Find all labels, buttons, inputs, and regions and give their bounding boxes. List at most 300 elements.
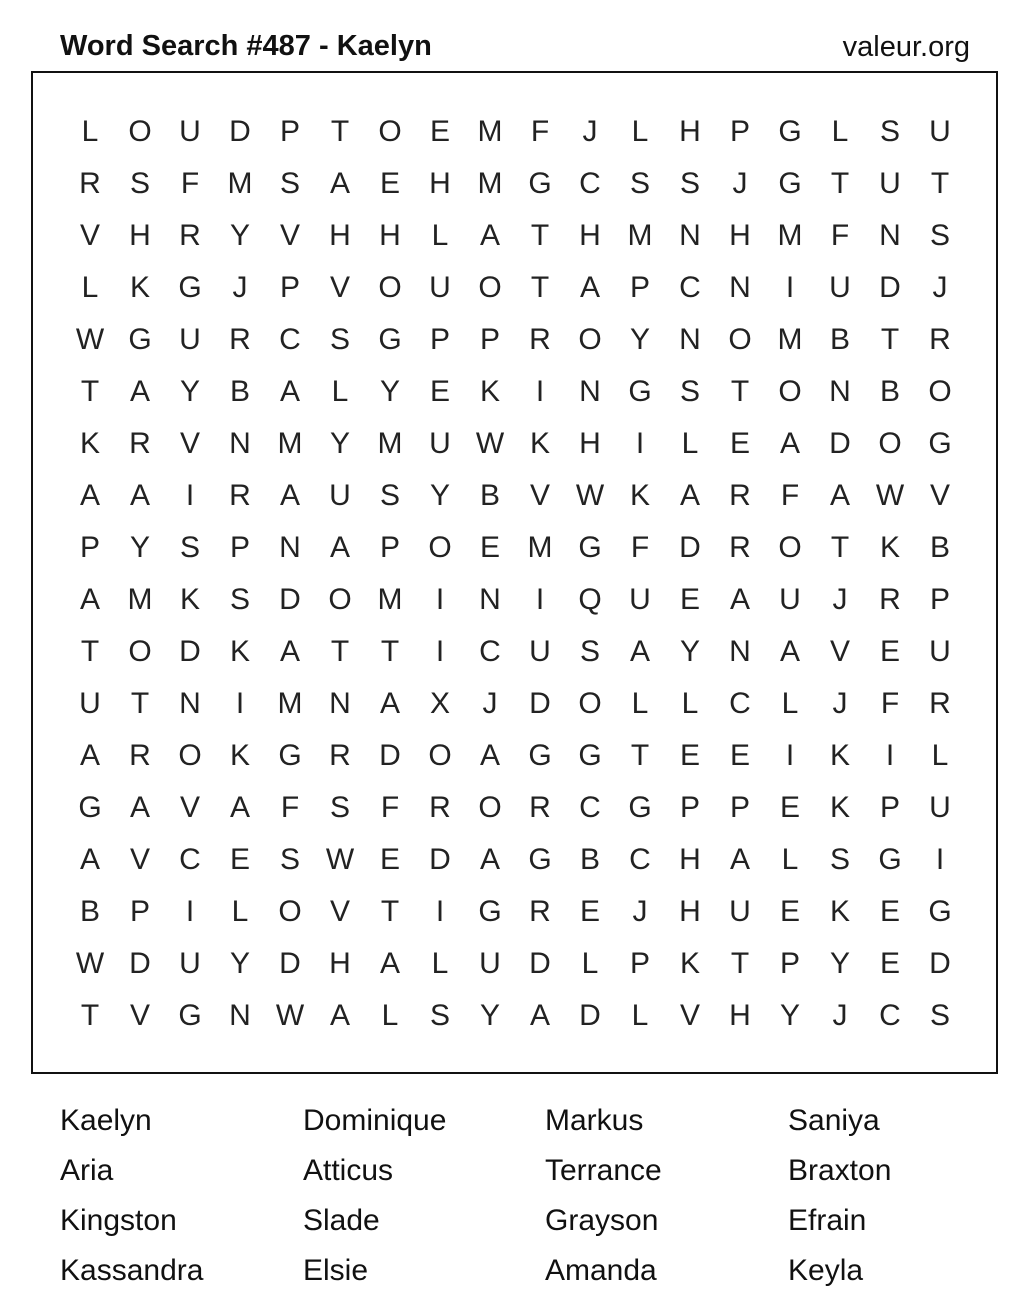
grid-letter: S xyxy=(829,843,850,876)
grid-letter: C xyxy=(279,323,301,356)
word-list-item: Elsie xyxy=(303,1254,369,1287)
grid-letter: D xyxy=(829,427,851,460)
grid-letter: G xyxy=(928,895,952,928)
grid-letter: D xyxy=(929,947,951,980)
grid-letter: W xyxy=(875,479,905,512)
grid-letter: P xyxy=(429,323,450,356)
grid-letter: W xyxy=(75,947,105,980)
grid-letter: D xyxy=(529,687,551,720)
grid-letter: J xyxy=(832,583,848,616)
grid-letter: O xyxy=(478,271,502,304)
grid-letter: U xyxy=(179,323,201,356)
grid-letter: C xyxy=(729,687,751,720)
grid-letter: O xyxy=(428,739,452,772)
grid-letter: J xyxy=(932,271,948,304)
grid-letter: A xyxy=(579,271,600,304)
puzzle-grid-box xyxy=(31,71,998,1074)
grid-letter: U xyxy=(529,635,551,668)
grid-letter: L xyxy=(631,999,649,1032)
grid-letter: L xyxy=(231,895,249,928)
grid-letter: T xyxy=(630,739,650,772)
word-list-item: Atticus xyxy=(303,1154,394,1187)
grid-letter: N xyxy=(179,687,201,720)
grid-letter: A xyxy=(229,791,250,824)
grid-letter: I xyxy=(435,895,445,928)
grid-letter: J xyxy=(482,687,498,720)
grid-letter: Y xyxy=(679,635,700,668)
grid-letter: G xyxy=(528,843,552,876)
grid-letter: H xyxy=(579,427,601,460)
grid-letter: A xyxy=(779,427,800,460)
grid-letter: S xyxy=(629,167,650,200)
grid-letter: Y xyxy=(779,999,800,1032)
grid-letter: T xyxy=(730,947,750,980)
grid-letter: Y xyxy=(329,427,350,460)
grid-letter: J xyxy=(832,999,848,1032)
grid-letter: J xyxy=(232,271,248,304)
grid-letter: P xyxy=(729,791,750,824)
grid-letter: L xyxy=(681,427,699,460)
grid-letter: U xyxy=(479,947,501,980)
grid-letter: D xyxy=(179,635,201,668)
grid-letter: R xyxy=(529,895,551,928)
grid-letter: S xyxy=(379,479,400,512)
grid-letter: G xyxy=(628,791,652,824)
grid-letter: P xyxy=(379,531,400,564)
grid-letter: K xyxy=(529,427,550,460)
grid-letter: A xyxy=(529,999,550,1032)
word-list-item: Slade xyxy=(303,1204,380,1237)
grid-letter: V xyxy=(279,219,300,252)
grid-letter: A xyxy=(279,635,300,668)
grid-letter: V xyxy=(829,635,850,668)
grid-letter: R xyxy=(229,323,251,356)
grid-letter: U xyxy=(429,427,451,460)
grid-letter: F xyxy=(380,791,400,824)
grid-letter: L xyxy=(81,271,99,304)
grid-letter: B xyxy=(229,375,250,408)
grid-letter: U xyxy=(429,271,451,304)
grid-letter: U xyxy=(929,115,951,148)
grid-letter: P xyxy=(279,271,300,304)
grid-letter: G xyxy=(628,375,652,408)
grid-letter: K xyxy=(79,427,100,460)
grid-letter: A xyxy=(129,375,150,408)
grid-letter: K xyxy=(679,947,700,980)
grid-letter: I xyxy=(885,739,895,772)
grid-letter: E xyxy=(379,167,400,200)
grid-letter: T xyxy=(80,999,100,1032)
grid-letter: O xyxy=(778,375,802,408)
word-list xyxy=(60,1096,1030,1306)
grid-letter: I xyxy=(185,479,195,512)
grid-letter: L xyxy=(681,687,699,720)
grid-letter: A xyxy=(329,531,350,564)
grid-letter: M xyxy=(777,323,803,356)
grid-letter: J xyxy=(832,687,848,720)
grid-letter: V xyxy=(329,271,350,304)
grid-letter: M xyxy=(127,583,153,616)
grid-letter: M xyxy=(777,219,803,252)
grid-letter: G xyxy=(528,739,552,772)
grid-letter: I xyxy=(435,583,445,616)
grid-letter: S xyxy=(229,583,250,616)
grid-letter: S xyxy=(279,167,300,200)
grid-letter: S xyxy=(579,635,600,668)
grid-letter: B xyxy=(829,323,850,356)
grid-letter: E xyxy=(779,791,800,824)
grid-letter: J xyxy=(732,167,748,200)
grid-letter: M xyxy=(377,583,403,616)
grid-letter: R xyxy=(929,323,951,356)
grid-letter: N xyxy=(579,375,601,408)
grid-letter: G xyxy=(778,167,802,200)
grid-letter: L xyxy=(781,843,799,876)
grid-letter: E xyxy=(729,739,750,772)
grid-letter: T xyxy=(830,531,850,564)
word-list-item: Terrance xyxy=(545,1154,662,1187)
grid-letter: G xyxy=(578,739,602,772)
grid-letter: A xyxy=(379,687,400,720)
grid-letter: N xyxy=(829,375,851,408)
grid-letter: A xyxy=(379,947,400,980)
grid-letter: Y xyxy=(229,947,250,980)
grid-letter: R xyxy=(729,531,751,564)
grid-letter: Y xyxy=(479,999,500,1032)
grid-letter: L xyxy=(331,375,349,408)
grid-letter: K xyxy=(479,375,500,408)
grid-letter: T xyxy=(380,635,400,668)
grid-letter: D xyxy=(229,115,251,148)
grid-letter: N xyxy=(229,999,251,1032)
grid-letter: R xyxy=(529,791,551,824)
grid-letter: C xyxy=(679,271,701,304)
grid-letter: U xyxy=(929,635,951,668)
grid-letter: V xyxy=(179,791,200,824)
grid-letter: W xyxy=(575,479,605,512)
grid-letter: K xyxy=(129,271,150,304)
grid-letter: F xyxy=(530,115,550,148)
grid-letter: E xyxy=(879,635,900,668)
grid-letter: A xyxy=(329,167,350,200)
grid-letter: T xyxy=(330,635,350,668)
grid-letter: U xyxy=(879,167,901,200)
grid-letter: S xyxy=(329,323,350,356)
grid-letter: W xyxy=(475,427,505,460)
grid-letter: D xyxy=(279,947,301,980)
grid-letter: F xyxy=(780,479,800,512)
grid-letter: C xyxy=(179,843,201,876)
grid-letter: A xyxy=(829,479,850,512)
grid-letter: N xyxy=(679,219,701,252)
grid-letter: U xyxy=(179,947,201,980)
grid-letter: K xyxy=(829,791,850,824)
grid-letter: H xyxy=(129,219,151,252)
grid-letter: P xyxy=(879,791,900,824)
word-list-item: Braxton xyxy=(788,1154,892,1187)
grid-letter: P xyxy=(229,531,250,564)
grid-letter: R xyxy=(529,323,551,356)
grid-letter: I xyxy=(785,271,795,304)
grid-letter: O xyxy=(128,115,152,148)
grid-letter: U xyxy=(729,895,751,928)
grid-letter: N xyxy=(479,583,501,616)
letter-grid xyxy=(33,73,996,1072)
grid-letter: F xyxy=(180,167,200,200)
grid-letter: E xyxy=(679,739,700,772)
word-list-item: Saniya xyxy=(788,1104,880,1137)
grid-letter: S xyxy=(129,167,150,200)
grid-letter: I xyxy=(785,739,795,772)
grid-letter: V xyxy=(529,479,550,512)
grid-letter: N xyxy=(729,635,751,668)
grid-letter: G xyxy=(778,115,802,148)
grid-letter: M xyxy=(527,531,553,564)
grid-letter: N xyxy=(279,531,301,564)
grid-letter: V xyxy=(329,895,350,928)
word-list-item: Efrain xyxy=(788,1204,867,1237)
grid-letter: E xyxy=(429,115,450,148)
grid-letter: A xyxy=(729,843,750,876)
grid-letter: T xyxy=(530,219,550,252)
grid-letter: P xyxy=(79,531,100,564)
grid-letter: D xyxy=(279,583,301,616)
grid-letter: U xyxy=(779,583,801,616)
grid-letter: G xyxy=(478,895,502,928)
grid-letter: X xyxy=(429,687,450,720)
grid-letter: K xyxy=(629,479,650,512)
grid-letter: Y xyxy=(429,479,450,512)
grid-letter: M xyxy=(477,167,503,200)
grid-letter: E xyxy=(379,843,400,876)
grid-letter: K xyxy=(179,583,200,616)
grid-letter: A xyxy=(479,843,500,876)
grid-letter: I xyxy=(535,583,545,616)
grid-letter: L xyxy=(381,999,399,1032)
grid-letter: D xyxy=(879,271,901,304)
grid-letter: B xyxy=(929,531,950,564)
grid-letter: S xyxy=(179,531,200,564)
grid-letter: P xyxy=(679,791,700,824)
grid-letter: O xyxy=(578,687,602,720)
word-list-item: Kingston xyxy=(60,1204,177,1237)
grid-letter: A xyxy=(279,479,300,512)
grid-letter: R xyxy=(79,167,101,200)
grid-letter: W xyxy=(275,999,305,1032)
grid-letter: D xyxy=(529,947,551,980)
grid-letter: A xyxy=(679,479,700,512)
grid-letter: T xyxy=(80,375,100,408)
grid-letter: P xyxy=(629,271,650,304)
grid-letter: G xyxy=(378,323,402,356)
grid-letter: T xyxy=(830,167,850,200)
grid-letter: T xyxy=(880,323,900,356)
word-list-item: Amanda xyxy=(545,1254,657,1287)
grid-letter: L xyxy=(831,115,849,148)
grid-letter: D xyxy=(379,739,401,772)
grid-letter: T xyxy=(130,687,150,720)
grid-letter: A xyxy=(279,375,300,408)
grid-letter: H xyxy=(679,895,701,928)
word-list-item: Dominique xyxy=(303,1104,447,1137)
grid-letter: G xyxy=(578,531,602,564)
grid-letter: A xyxy=(729,583,750,616)
grid-letter: V xyxy=(129,843,150,876)
grid-letter: N xyxy=(329,687,351,720)
grid-letter: F xyxy=(880,687,900,720)
grid-letter: S xyxy=(429,999,450,1032)
grid-letter: E xyxy=(729,427,750,460)
grid-letter: H xyxy=(679,843,701,876)
grid-letter: O xyxy=(728,323,752,356)
grid-letter: I xyxy=(185,895,195,928)
word-list-item: Aria xyxy=(60,1154,114,1187)
grid-letter: U xyxy=(79,687,101,720)
grid-letter: V xyxy=(679,999,700,1032)
grid-letter: G xyxy=(78,791,102,824)
grid-letter: R xyxy=(729,479,751,512)
grid-letter: O xyxy=(478,791,502,824)
grid-letter: Q xyxy=(578,583,602,616)
grid-letter: N xyxy=(679,323,701,356)
grid-letter: T xyxy=(730,375,750,408)
grid-letter: D xyxy=(429,843,451,876)
grid-letter: A xyxy=(79,583,100,616)
grid-letter: S xyxy=(679,375,700,408)
site-name[interactable]: valeur.org xyxy=(842,31,970,63)
grid-letter: N xyxy=(879,219,901,252)
grid-letter: E xyxy=(879,947,900,980)
grid-letter: T xyxy=(330,115,350,148)
grid-letter: A xyxy=(479,219,500,252)
grid-letter: B xyxy=(879,375,900,408)
grid-letter: P xyxy=(729,115,750,148)
grid-letter: F xyxy=(830,219,850,252)
grid-letter: A xyxy=(629,635,650,668)
grid-letter: N xyxy=(729,271,751,304)
grid-letter: A xyxy=(479,739,500,772)
grid-letter: T xyxy=(80,635,100,668)
grid-letter: E xyxy=(579,895,600,928)
grid-letter: P xyxy=(479,323,500,356)
grid-letter: W xyxy=(75,323,105,356)
grid-letter: E xyxy=(229,843,250,876)
grid-letter: U xyxy=(829,271,851,304)
grid-letter: H xyxy=(329,219,351,252)
grid-letter: T xyxy=(530,271,550,304)
grid-letter: P xyxy=(629,947,650,980)
grid-letter: T xyxy=(380,895,400,928)
grid-letter: L xyxy=(581,947,599,980)
grid-letter: S xyxy=(929,999,950,1032)
grid-letter: J xyxy=(632,895,648,928)
grid-letter: G xyxy=(178,999,202,1032)
grid-letter: G xyxy=(878,843,902,876)
grid-letter: H xyxy=(329,947,351,980)
grid-letter: C xyxy=(479,635,501,668)
grid-letter: I xyxy=(935,843,945,876)
grid-letter: O xyxy=(778,531,802,564)
grid-letter: Y xyxy=(829,947,850,980)
grid-letter: L xyxy=(81,115,99,148)
grid-letter: G xyxy=(928,427,952,460)
grid-letter: G xyxy=(528,167,552,200)
grid-letter: H xyxy=(379,219,401,252)
grid-letter: Y xyxy=(129,531,150,564)
grid-letter: E xyxy=(479,531,500,564)
grid-letter: A xyxy=(79,843,100,876)
grid-letter: H xyxy=(579,219,601,252)
grid-letter: A xyxy=(129,791,150,824)
grid-letter: D xyxy=(679,531,701,564)
grid-letter: R xyxy=(179,219,201,252)
grid-letter: M xyxy=(477,115,503,148)
grid-letter: G xyxy=(178,271,202,304)
grid-letter: V xyxy=(179,427,200,460)
grid-letter: L xyxy=(931,739,949,772)
grid-letter: L xyxy=(781,687,799,720)
word-list-item: Keyla xyxy=(788,1254,864,1287)
word-list-item: Grayson xyxy=(545,1204,659,1237)
grid-letter: O xyxy=(278,895,302,928)
grid-letter: F xyxy=(630,531,650,564)
grid-letter: S xyxy=(929,219,950,252)
grid-letter: V xyxy=(79,219,100,252)
grid-letter: O xyxy=(428,531,452,564)
grid-letter: U xyxy=(629,583,651,616)
grid-letter: B xyxy=(479,479,500,512)
grid-letter: G xyxy=(278,739,302,772)
grid-letter: W xyxy=(325,843,355,876)
word-list-item: Markus xyxy=(545,1104,644,1137)
grid-letter: S xyxy=(329,791,350,824)
grid-letter: O xyxy=(878,427,902,460)
grid-letter: O xyxy=(578,323,602,356)
grid-letter: K xyxy=(879,531,900,564)
grid-letter: A xyxy=(329,999,350,1032)
grid-letter: D xyxy=(129,947,151,980)
grid-letter: C xyxy=(579,167,601,200)
grid-letter: Y xyxy=(629,323,650,356)
grid-letter: I xyxy=(435,635,445,668)
grid-letter: R xyxy=(229,479,251,512)
grid-letter: K xyxy=(229,635,250,668)
word-list-item: Kaelyn xyxy=(60,1104,152,1137)
grid-letter: T xyxy=(930,167,950,200)
grid-letter: R xyxy=(329,739,351,772)
word-list-item: Kassandra xyxy=(60,1254,204,1287)
grid-letter: O xyxy=(178,739,202,772)
grid-letter: E xyxy=(879,895,900,928)
grid-letter: D xyxy=(579,999,601,1032)
grid-letter: P xyxy=(129,895,150,928)
grid-letter: Y xyxy=(229,219,250,252)
grid-letter: J xyxy=(582,115,598,148)
grid-letter: L xyxy=(631,687,649,720)
page-title: Word Search #487 - Kaelyn xyxy=(60,30,432,62)
grid-letter: O xyxy=(328,583,352,616)
grid-letter: M xyxy=(227,167,253,200)
grid-letter: H xyxy=(729,219,751,252)
grid-letter: M xyxy=(627,219,653,252)
grid-letter: K xyxy=(829,895,850,928)
grid-letter: O xyxy=(378,115,402,148)
grid-letter: O xyxy=(378,271,402,304)
grid-letter: P xyxy=(929,583,950,616)
grid-letter: V xyxy=(129,999,150,1032)
grid-letter: M xyxy=(277,687,303,720)
grid-letter: B xyxy=(579,843,600,876)
